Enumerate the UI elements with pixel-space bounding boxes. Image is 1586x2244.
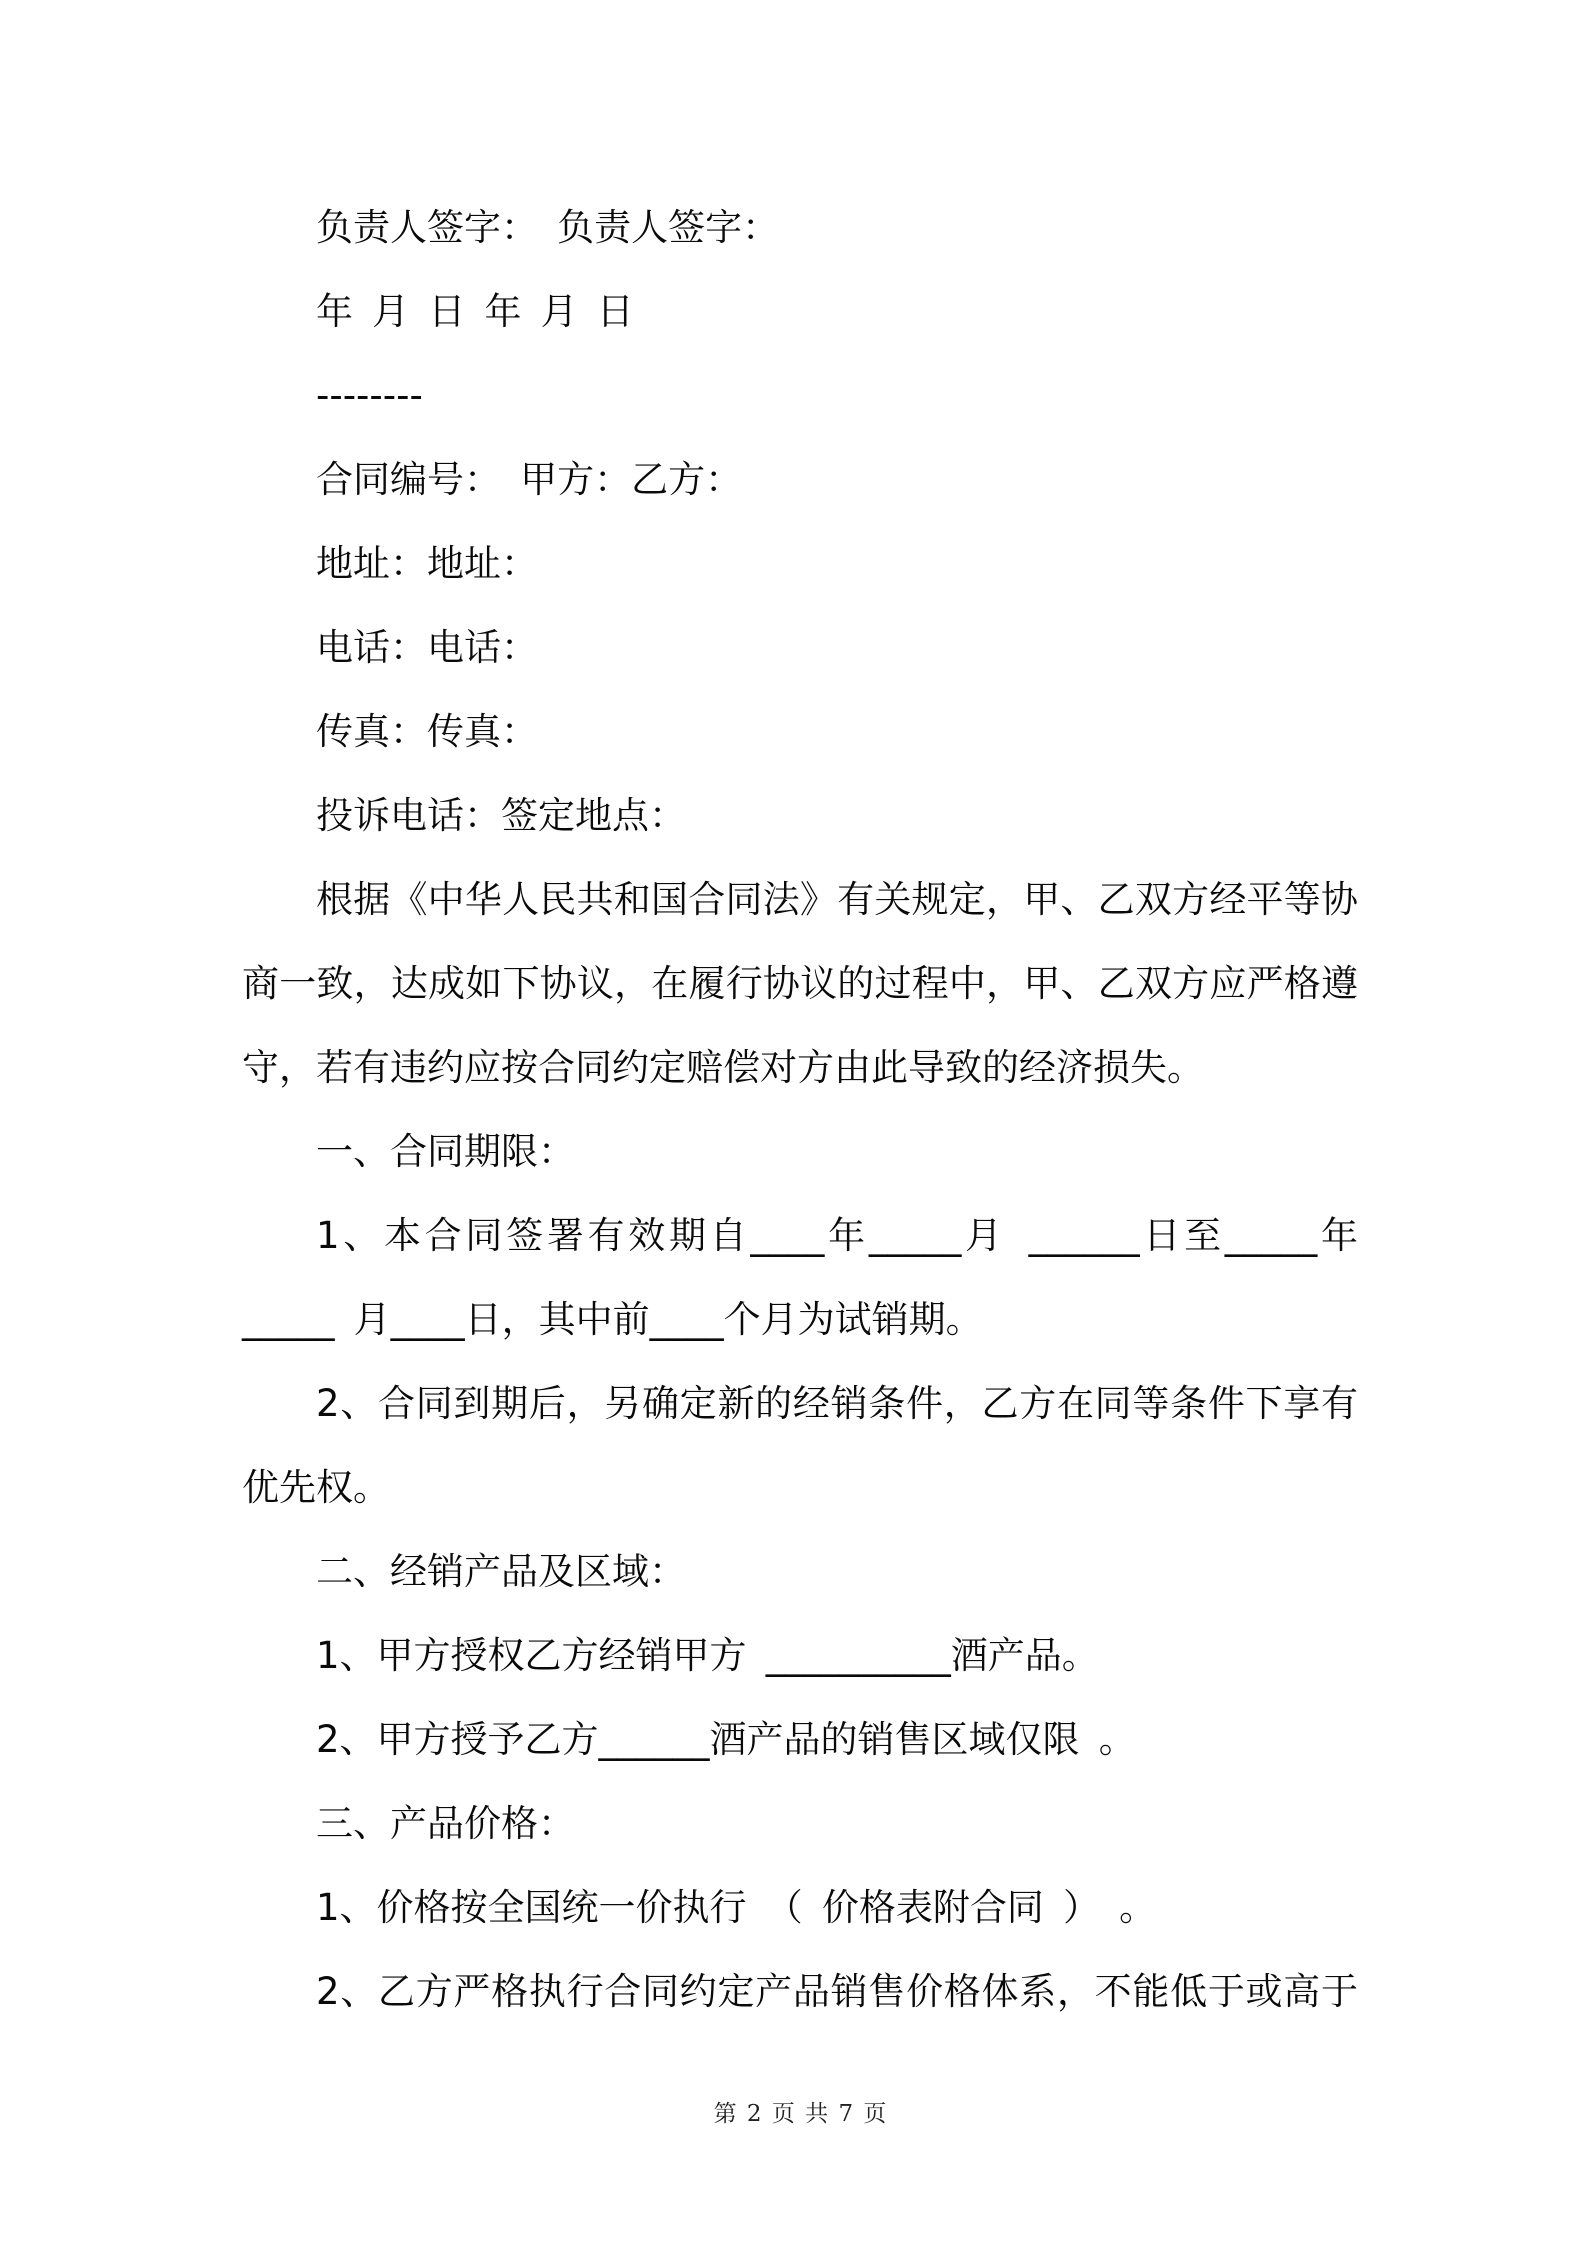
clause-price-system-line: 2、乙方严格执行合同约定产品销售价格体系，不能低于或高于 <box>316 1970 1358 2013</box>
separator-line: -------- <box>316 374 423 417</box>
preamble-paragraph <box>242 858 1358 1110</box>
section-heading-contract-term: 一、合同期限： <box>316 1130 575 1173</box>
section-heading-product-price: 三、产品价格： <box>316 1802 575 1845</box>
signature-line: 负责人签字： 负责人签字： <box>316 206 780 249</box>
phone-line: 电话：电话： <box>316 626 538 669</box>
clause-renewal-line: 优先权。 <box>242 1466 390 1509</box>
document-body <box>242 186 1358 2034</box>
contract-header-block <box>242 438 1358 858</box>
page-footer: 第 2 页 共 7 页 <box>713 2101 887 2127</box>
signature-block <box>242 186 1358 438</box>
clause-term-period-line: _____ 月____日，其中前____个月为试销期。 <box>242 1298 983 1341</box>
address-line: 地址：地址： <box>316 542 538 585</box>
clause-price-line: 1、价格按全国统一价执行 （ 价格表附合同 ） 。 <box>316 1886 1157 1929</box>
section-contract-term <box>242 1110 1358 1530</box>
preamble-paragraph-line: 守，若有违约应按合同约定赔偿对方由此导致的经济损失。 <box>242 1046 1204 1089</box>
section-products-region <box>242 1530 1358 1782</box>
clause-renewal-line: 2、合同到期后，另确定新的经销条件，乙方在同等条件下享有 <box>316 1382 1358 1425</box>
date-line: 年 月 日 年 月 日 <box>316 290 634 333</box>
clause-products-line: 1、甲方授权乙方经销甲方 __________酒产品。 <box>316 1634 1099 1677</box>
section-heading-products-region: 二、经销产品及区域： <box>316 1550 686 1593</box>
complaint-phone-signing-place-line: 投诉电话：签定地点： <box>316 794 686 837</box>
section-product-price <box>242 1782 1358 2034</box>
clause-term-period-line: 1、本合同签署有效期自____年_____月 ______日至_____年 <box>316 1214 1358 1257</box>
clause-sales-region-line: 2、甲方授予乙方______酒产品的销售区域仅限 。 <box>316 1718 1136 1761</box>
preamble-paragraph-line: 根据《中华人民共和国合同法》有关规定，甲、乙双方经平等协 <box>316 878 1358 921</box>
contract-number-line: 合同编号： 甲方：乙方： <box>316 458 743 501</box>
fax-line: 传真：传真： <box>316 710 538 753</box>
preamble-paragraph-line: 商一致，达成如下协议，在履行协议的过程中，甲、乙双方应严格遵 <box>242 962 1358 1005</box>
